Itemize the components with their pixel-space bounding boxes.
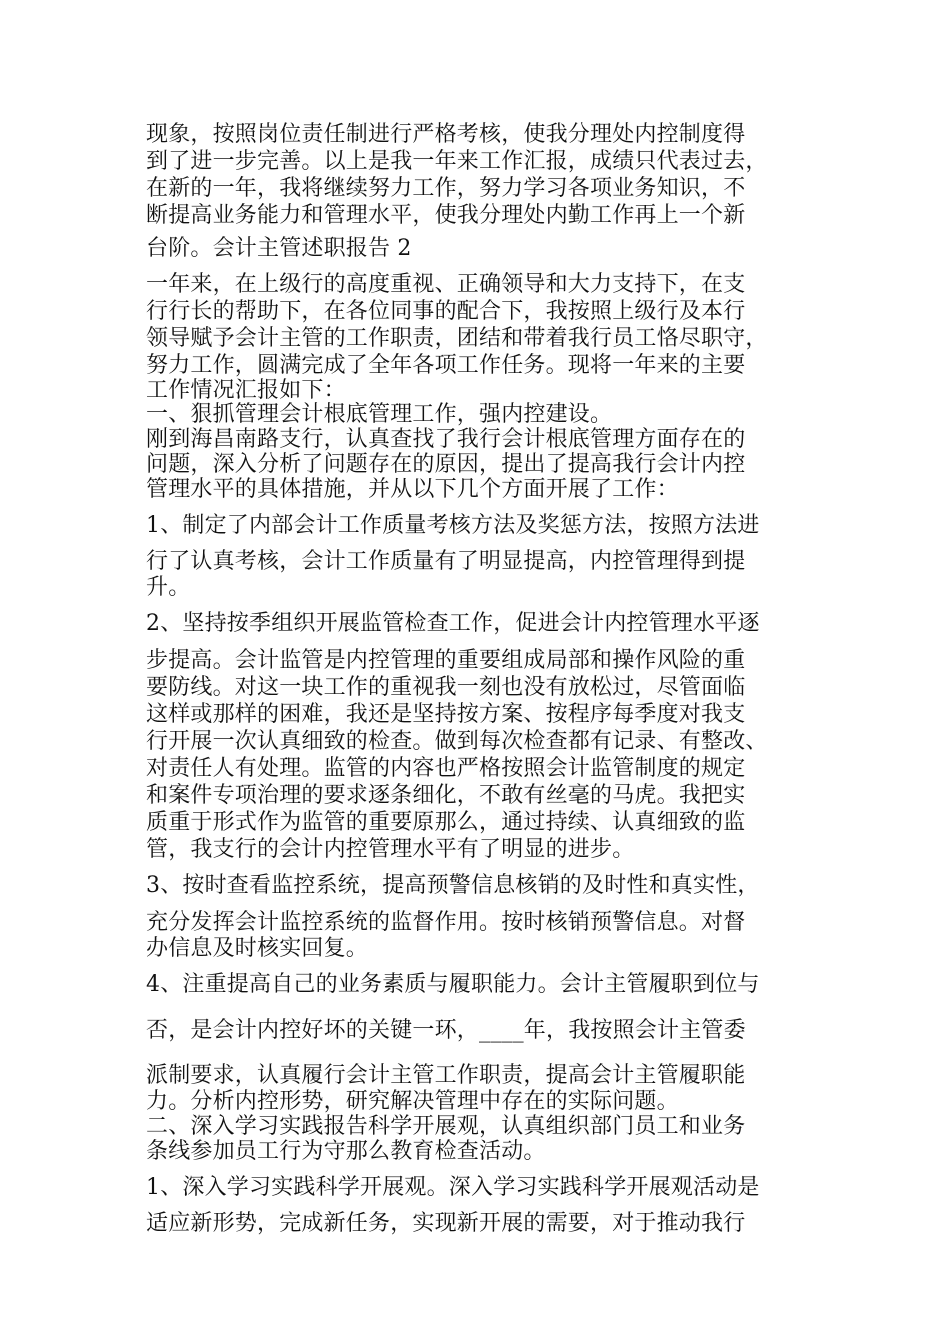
- text-line: 管，我支行的会计内控管理水平有了明显的进步。: [146, 837, 635, 862]
- text-line: 否，是会计内控好坏的关键一环，____年，我按照会计主管委: [146, 1018, 746, 1043]
- text-line: 管理水平的具体措施，并从以下几个方面开展了工作：: [146, 477, 679, 502]
- text-line: 问题，深入分析了问题存在的原因，提出了提高我行会计内控: [146, 452, 746, 477]
- list-item: 4、注重提高自己的业务素质与履职能力。会计主管履职到位与: [146, 972, 760, 997]
- list-item: 1、深入学习实践科学开展观。深入学习实践科学开展观活动是: [146, 1175, 760, 1200]
- list-item: 2、坚持按季组织开展监管检查工作，促进会计内控管理水平逐: [146, 611, 760, 636]
- text-line: 这样或那样的困难，我还是坚持按方案、按程序每季度对我支: [146, 702, 746, 727]
- text-line: 力。分析内控形势，研究解决管理中存在的实际问题。: [146, 1089, 679, 1114]
- text-line: 断提高业务能力和管理水平，使我分理处内勤工作再上一个新: [146, 203, 746, 228]
- text-line: 办信息及时核实回复。: [146, 936, 369, 961]
- text-line: 要防线。对这一块工作的重视我一刻也没有放松过，尽管面临: [146, 675, 746, 700]
- text-line: 适应新形势，完成新任务，实现新开展的需要，对于推动我行: [146, 1211, 746, 1236]
- section-heading: 二、深入学习实践报告科学开展观，认真组织部门员工和业务: [146, 1114, 746, 1139]
- text-line: 到了进一步完善。以上是我一年来工作汇报，成绩只代表过去，: [146, 149, 768, 174]
- list-item: 1、制定了内部会计工作质量考核方法及奖惩方法，按照方法进: [146, 513, 760, 538]
- section-heading: 一、狠抓管理会计根底管理工作，强内控建设。: [146, 402, 613, 427]
- text-line: 条线参加员工行为守那么教育检查活动。: [146, 1139, 546, 1164]
- text-line: 一年来，在上级行的高度重视、正确领导和大力支持下，在支: [146, 272, 746, 297]
- text-line: 派制要求，认真履行会计主管工作职责，提高会计主管履职能: [146, 1063, 746, 1088]
- text-line: 步提高。会计监管是内控管理的重要组成局部和操作风险的重: [146, 648, 746, 673]
- document-heading: 台阶。会计主管述职报告 2: [146, 236, 412, 261]
- text-line: 行了认真考核，会计工作质量有了明显提高，内控管理得到提: [146, 549, 746, 574]
- text-line: 在新的一年，我将继续努力工作，努力学习各项业务知识，不: [146, 176, 746, 201]
- list-item: 3、按时查看监控系统，提高预警信息核销的及时性和真实性，: [146, 873, 760, 898]
- text-line: 领导赋予会计主管的工作职责，团结和带着我行员工恪尽职守，: [146, 326, 768, 351]
- text-line: 对责任人有处理。监管的内容也严格按照会计监管制度的规定: [146, 756, 746, 781]
- text-line: 质重于形式作为监管的重要原那么，通过持续、认真细致的监: [146, 810, 746, 835]
- text-line: 刚到海昌南路支行，认真查找了我行会计根底管理方面存在的: [146, 427, 746, 452]
- text-line: 和案件专项治理的要求逐条细化，不敢有丝毫的马虎。我把实: [146, 783, 746, 808]
- text-line: 行行长的帮助下，在各位同事的配合下，我按照上级行及本行: [146, 299, 746, 324]
- text-line: 工作情况汇报如下：: [146, 378, 346, 403]
- text-line: 升。: [146, 575, 191, 600]
- text-line: 现象，按照岗位责任制进行严格考核，使我分理处内控制度得: [146, 122, 746, 147]
- text-line: 努力工作，圆满完成了全年各项工作任务。现将一年来的主要: [146, 353, 746, 378]
- text-line: 充分发挥会计监控系统的监督作用。按时核销预警信息。对督: [146, 910, 746, 935]
- text-line: 行开展一次认真细致的检查。做到每次检查都有记录、有整改、: [146, 729, 768, 754]
